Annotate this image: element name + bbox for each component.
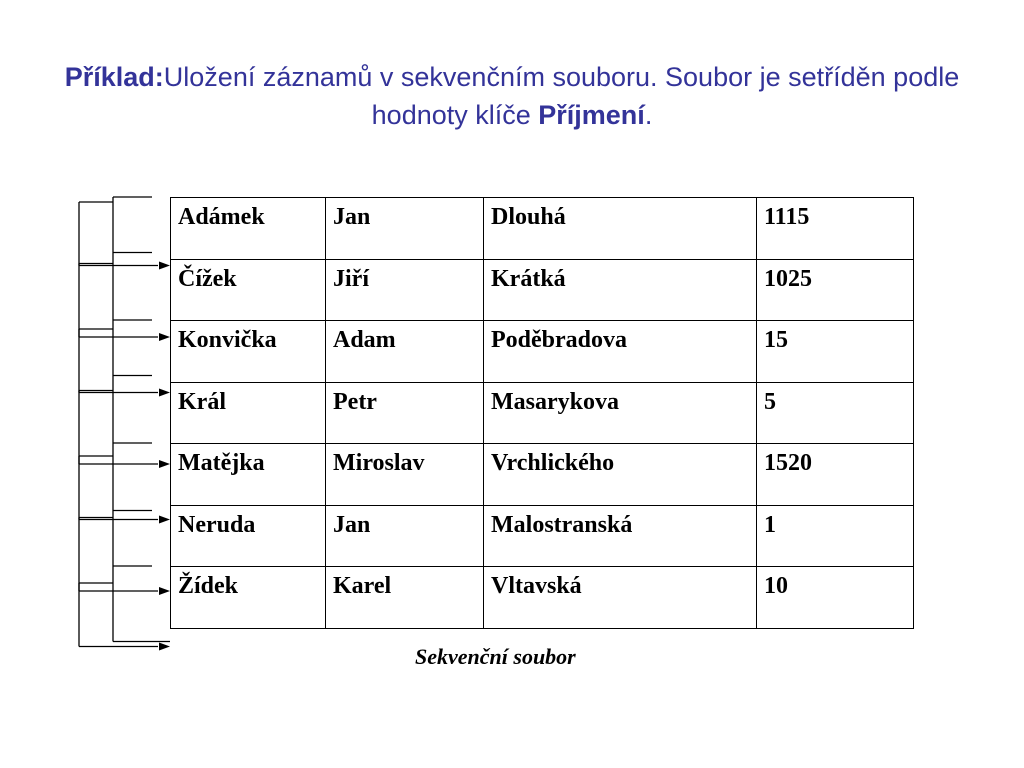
- house-number-cell: 1115: [757, 198, 914, 260]
- surname-cell: Čížek: [171, 259, 326, 321]
- street-cell: Krátká: [484, 259, 757, 321]
- table-row: [171, 198, 914, 260]
- house-number-cell: 15: [757, 321, 914, 383]
- house-number-cell: 10: [757, 567, 914, 629]
- first-name-cell: Jiří: [326, 259, 484, 321]
- pointer-arrowhead: [159, 516, 170, 524]
- first-name-cell: Petr: [326, 382, 484, 444]
- surname-cell: Žídek: [171, 567, 326, 629]
- pointer-arrowhead: [159, 389, 170, 397]
- title-key: Příjmení: [538, 100, 645, 130]
- surname-cell: Konvička: [171, 321, 326, 383]
- street-cell: Vltavská: [484, 567, 757, 629]
- surname-cell: Matějka: [171, 444, 326, 506]
- first-name-cell: Jan: [326, 505, 484, 567]
- house-number-cell: 1520: [757, 444, 914, 506]
- table-row: [171, 321, 914, 383]
- house-number-cell: 5: [757, 382, 914, 444]
- house-number-cell: 1: [757, 505, 914, 567]
- sequential-file-table: [170, 197, 914, 629]
- table-body: [171, 198, 914, 629]
- table-row: [171, 259, 914, 321]
- title-suffix: .: [644, 100, 653, 130]
- table-row: [171, 382, 914, 444]
- pointer-arrows: [79, 197, 170, 651]
- house-number-cell: 1025: [757, 259, 914, 321]
- table-row: [171, 505, 914, 567]
- surname-cell: Adámek: [171, 198, 326, 260]
- table-row: [171, 444, 914, 506]
- pointer-arrowhead: [159, 643, 170, 651]
- first-name-cell: Miroslav: [326, 444, 484, 506]
- pointer-arrowhead: [159, 460, 170, 468]
- pointer-arrowhead: [159, 587, 170, 595]
- first-name-cell: Karel: [326, 567, 484, 629]
- street-cell: Malostranská: [484, 505, 757, 567]
- street-cell: Dlouhá: [484, 198, 757, 260]
- title-prefix: Příklad:: [64, 62, 164, 92]
- pointer-arrowhead: [159, 333, 170, 341]
- street-cell: Vrchlického: [484, 444, 757, 506]
- first-name-cell: Adam: [326, 321, 484, 383]
- table-row: [171, 567, 914, 629]
- title-text: Uložení záznamů v sekvenčním souboru. Soubor je setříděn podle hodnoty klíče: [163, 62, 960, 130]
- first-name-cell: Jan: [326, 198, 484, 260]
- surname-cell: Král: [171, 382, 326, 444]
- street-cell: Masarykova: [484, 382, 757, 444]
- street-cell: Poděbradova: [484, 321, 757, 383]
- surname-cell: Neruda: [171, 505, 326, 567]
- pointer-arrowhead: [159, 262, 170, 270]
- table-caption: Sekvenční soubor: [415, 644, 576, 669]
